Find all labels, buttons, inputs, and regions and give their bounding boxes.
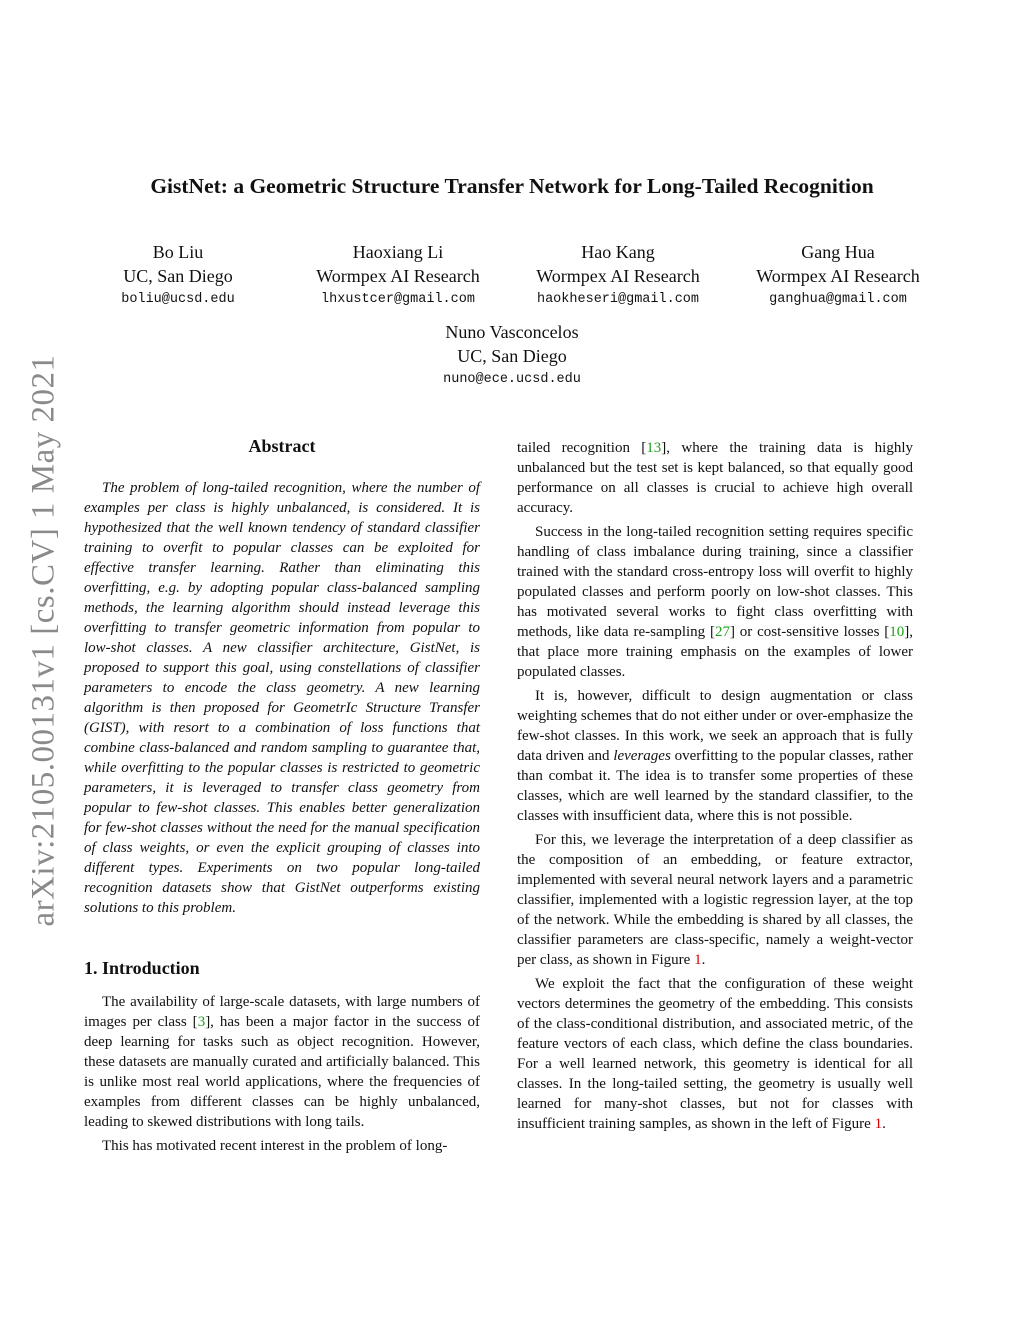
- author-email: boliu@ucsd.edu: [121, 292, 235, 307]
- author-email: lhxustcer@gmail.com: [321, 292, 475, 307]
- citation-link[interactable]: 3: [197, 1014, 206, 1030]
- emphasis: leverages: [613, 748, 671, 764]
- citation-link[interactable]: 27: [714, 624, 730, 640]
- abstract-text: The problem of long-tailed recognition, where the number of examples per class is highly unbalanced, is considered. It is hypothesized that the well known tendency of standard classifier training to overfit to popular classes can be exploited for effective transfer learning. Rather than eliminating this overfitting, e.g. by adopting popular class-balanced sampling methods, the learning algorithm should instead leverage this overfitting to transfer geometric information from popular to low-shot classes. A new classifier architecture, GistNet, is proposed to support this goal, using constellations of classifier parameters to encode the class geometry. A new learning algorithm is then proposed for GeometrIc Structure Transfer (GIST), with resort to a combination of loss functions that combine class-balanced and random sampling to guarantee that, while overfitting to the popular classes is restricted to geometric parameters, it is leveraged to transfer class geometry from popular to few-shot classes. This enables better generalization for few-shot classes without the need for the manual specification of class weights, or even the explicit grouping of classes into different types. Experiments on two popular long-tailed recognition datasets show that GistNet outperforms existing solutions to this problem.: [84, 480, 480, 916]
- author-name: Haoxiang Li: [352, 242, 444, 262]
- intro-paragraph-6: For this, we leverage the interpretation of a deep classifier as the composition of an embedding, or feature extractor, implemented with several neural network layers and a parametric classifier, implemented with a logistic regression layer, at the top of the network. While the embedding is shared by all classes, the classifier parameters are class-specific, namely a weight-vector per class, as shown in Figure 1.: [517, 832, 913, 968]
- author-affiliation: UC, San Diego: [457, 346, 567, 366]
- author-name: Gang Hua: [801, 242, 875, 262]
- author-affiliation: Wormpex AI Research: [316, 266, 480, 286]
- arxiv-id: arXiv:2105.00131v1 [cs.CV] 1 May 2021: [25, 353, 62, 927]
- right-column: [517, 438, 913, 1134]
- paper-title: GistNet: a Geometric Structure Transfer Network for Long-Tailed Recognition: [150, 174, 874, 198]
- intro-paragraph-5: It is, however, difficult to design augmentation or class weighting schemes that do not either under or over-emphasize the few-shot classes. In this work, we seek an approach that is fully data driven and leverages overfitting to the popular classes, rather than combat it. The idea is to transfer some properties of these classes, which are well learned by the standard classifier, to the classes with insufficient data, where this is not possible.: [517, 688, 913, 824]
- author-2: [288, 240, 508, 307]
- author-name: Nuno Vasconcelos: [445, 322, 579, 342]
- intro-paragraph-4: Success in the long-tailed recognition setting requires specific handling of class imbalance during training, since a classifier trained with the standard cross-entropy loss will overfit to highly populated classes and perform poorly on low-shot classes. This has motivated several works to fight class overfitting with methods, like data re-sampling [27] or cost-sensitive losses [10], that place more training emphasis on the examples of lower populated classes.: [517, 524, 913, 680]
- abstract-heading: Abstract: [248, 436, 316, 456]
- figure-ref-link[interactable]: 1: [694, 952, 702, 968]
- author-1: [68, 240, 288, 307]
- intro-paragraph-3: tailed recognition [13], where the training data is highly unbalanced but the test set is kept balanced, so that equally good performance on all classes is crucial to achieve high overall accuracy.: [517, 440, 913, 516]
- author-name: Hao Kang: [581, 242, 655, 262]
- arxiv-watermark: [20, 350, 68, 930]
- citation-link[interactable]: 10: [889, 624, 905, 640]
- author-affiliation: Wormpex AI Research: [536, 266, 700, 286]
- author-row: [68, 240, 948, 307]
- author-email: ganghua@gmail.com: [769, 292, 907, 307]
- author-email: nuno@ece.ucsd.edu: [443, 372, 581, 387]
- citation-link[interactable]: 13: [646, 440, 662, 456]
- left-column: [84, 436, 480, 1156]
- author-3: [508, 240, 728, 307]
- intro-paragraph-2: This has motivated recent interest in the problem of long-: [102, 1138, 448, 1154]
- figure-ref-link[interactable]: 1: [874, 1116, 883, 1132]
- author-5: [0, 320, 1024, 387]
- author-email: haokheseri@gmail.com: [536, 292, 700, 307]
- author-affiliation: UC, San Diego: [123, 266, 233, 286]
- author-affiliation: Wormpex AI Research: [756, 266, 920, 286]
- author-name: Bo Liu: [152, 242, 204, 262]
- author-4: [728, 240, 948, 307]
- intro-paragraph-1: The availability of large-scale datasets, with large numbers of images per class [3], has been a major factor in the success of deep learning for tasks such as object recognition. However, these datasets are manually curated and artificially balanced. This is unlike most real world applications, where the frequencies of examples from different classes can be highly unbalanced, leading to skewed distributions with long tails.: [84, 994, 480, 1130]
- section-heading-introduction: 1. Introduction: [84, 958, 200, 978]
- intro-paragraph-7: We exploit the fact that the configuration of these weight vectors determines the geometry of the embedding. This consists of the class-conditional distribution, and associated metric, of the feature vectors of each class, which define the class boundaries. For a well learned network, this geometry is identical for all classes. In the long-tailed setting, the geometry is usually well learned for many-shot classes, but not for classes with insufficient training samples, as shown in the left of Figure 1.: [517, 976, 913, 1132]
